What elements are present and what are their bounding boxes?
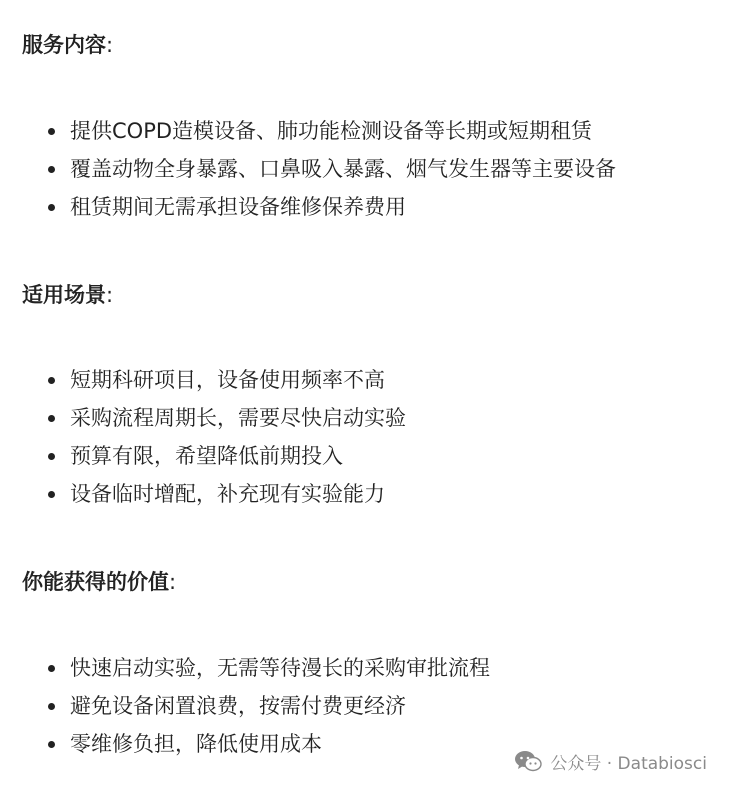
list-item-text: 租赁期间无需承担设备维修保养费用 bbox=[70, 195, 406, 219]
list-item-text: 快速启动实验，无需等待漫长的采购审批流程 bbox=[70, 656, 490, 680]
bullet-icon bbox=[48, 415, 55, 422]
section-colon: : bbox=[106, 33, 114, 57]
list-item-text: 零维修负担，降低使用成本 bbox=[70, 732, 322, 756]
bullet-icon bbox=[48, 703, 55, 710]
list-item-text: 采购流程周期长，需要尽快启动实验 bbox=[70, 406, 406, 430]
list-item-text: 设备临时增配，补充现有实验能力 bbox=[70, 482, 385, 506]
bullet-icon bbox=[48, 128, 55, 135]
watermark-text: 公众号 · Databiosci bbox=[550, 753, 707, 774]
list-item-text: 预算有限，希望降低前期投入 bbox=[70, 444, 343, 468]
bullet-icon bbox=[48, 665, 55, 672]
section-colon: : bbox=[106, 283, 114, 307]
wechat-icon bbox=[514, 750, 542, 772]
list-item-text: 覆盖动物全身暴露、口鼻吸入暴露、烟气发生器等主要设备 bbox=[70, 157, 616, 181]
section-colon: : bbox=[169, 570, 177, 594]
section-heading-service bbox=[22, 31, 113, 59]
bullet-icon bbox=[48, 377, 55, 384]
bullet-icon bbox=[48, 204, 55, 211]
section-title: 你能获得的价值 bbox=[22, 570, 169, 594]
watermark bbox=[514, 748, 707, 774]
bullet-icon bbox=[48, 166, 55, 173]
bullet-icon bbox=[48, 741, 55, 748]
bullet-icon bbox=[48, 491, 55, 498]
section-heading-scenarios bbox=[22, 281, 113, 309]
section-heading-value bbox=[22, 568, 176, 596]
list-item-text: 避免设备闲置浪费，按需付费更经济 bbox=[70, 694, 406, 718]
bullet-icon bbox=[48, 453, 55, 460]
list-item-text: 提供COPD造模设备、肺功能检测设备等长期或短期租赁 bbox=[70, 119, 593, 143]
section-title: 适用场景 bbox=[22, 283, 106, 307]
list-item-text: 短期科研项目，设备使用频率不高 bbox=[70, 368, 385, 392]
section-title: 服务内容 bbox=[22, 33, 106, 57]
